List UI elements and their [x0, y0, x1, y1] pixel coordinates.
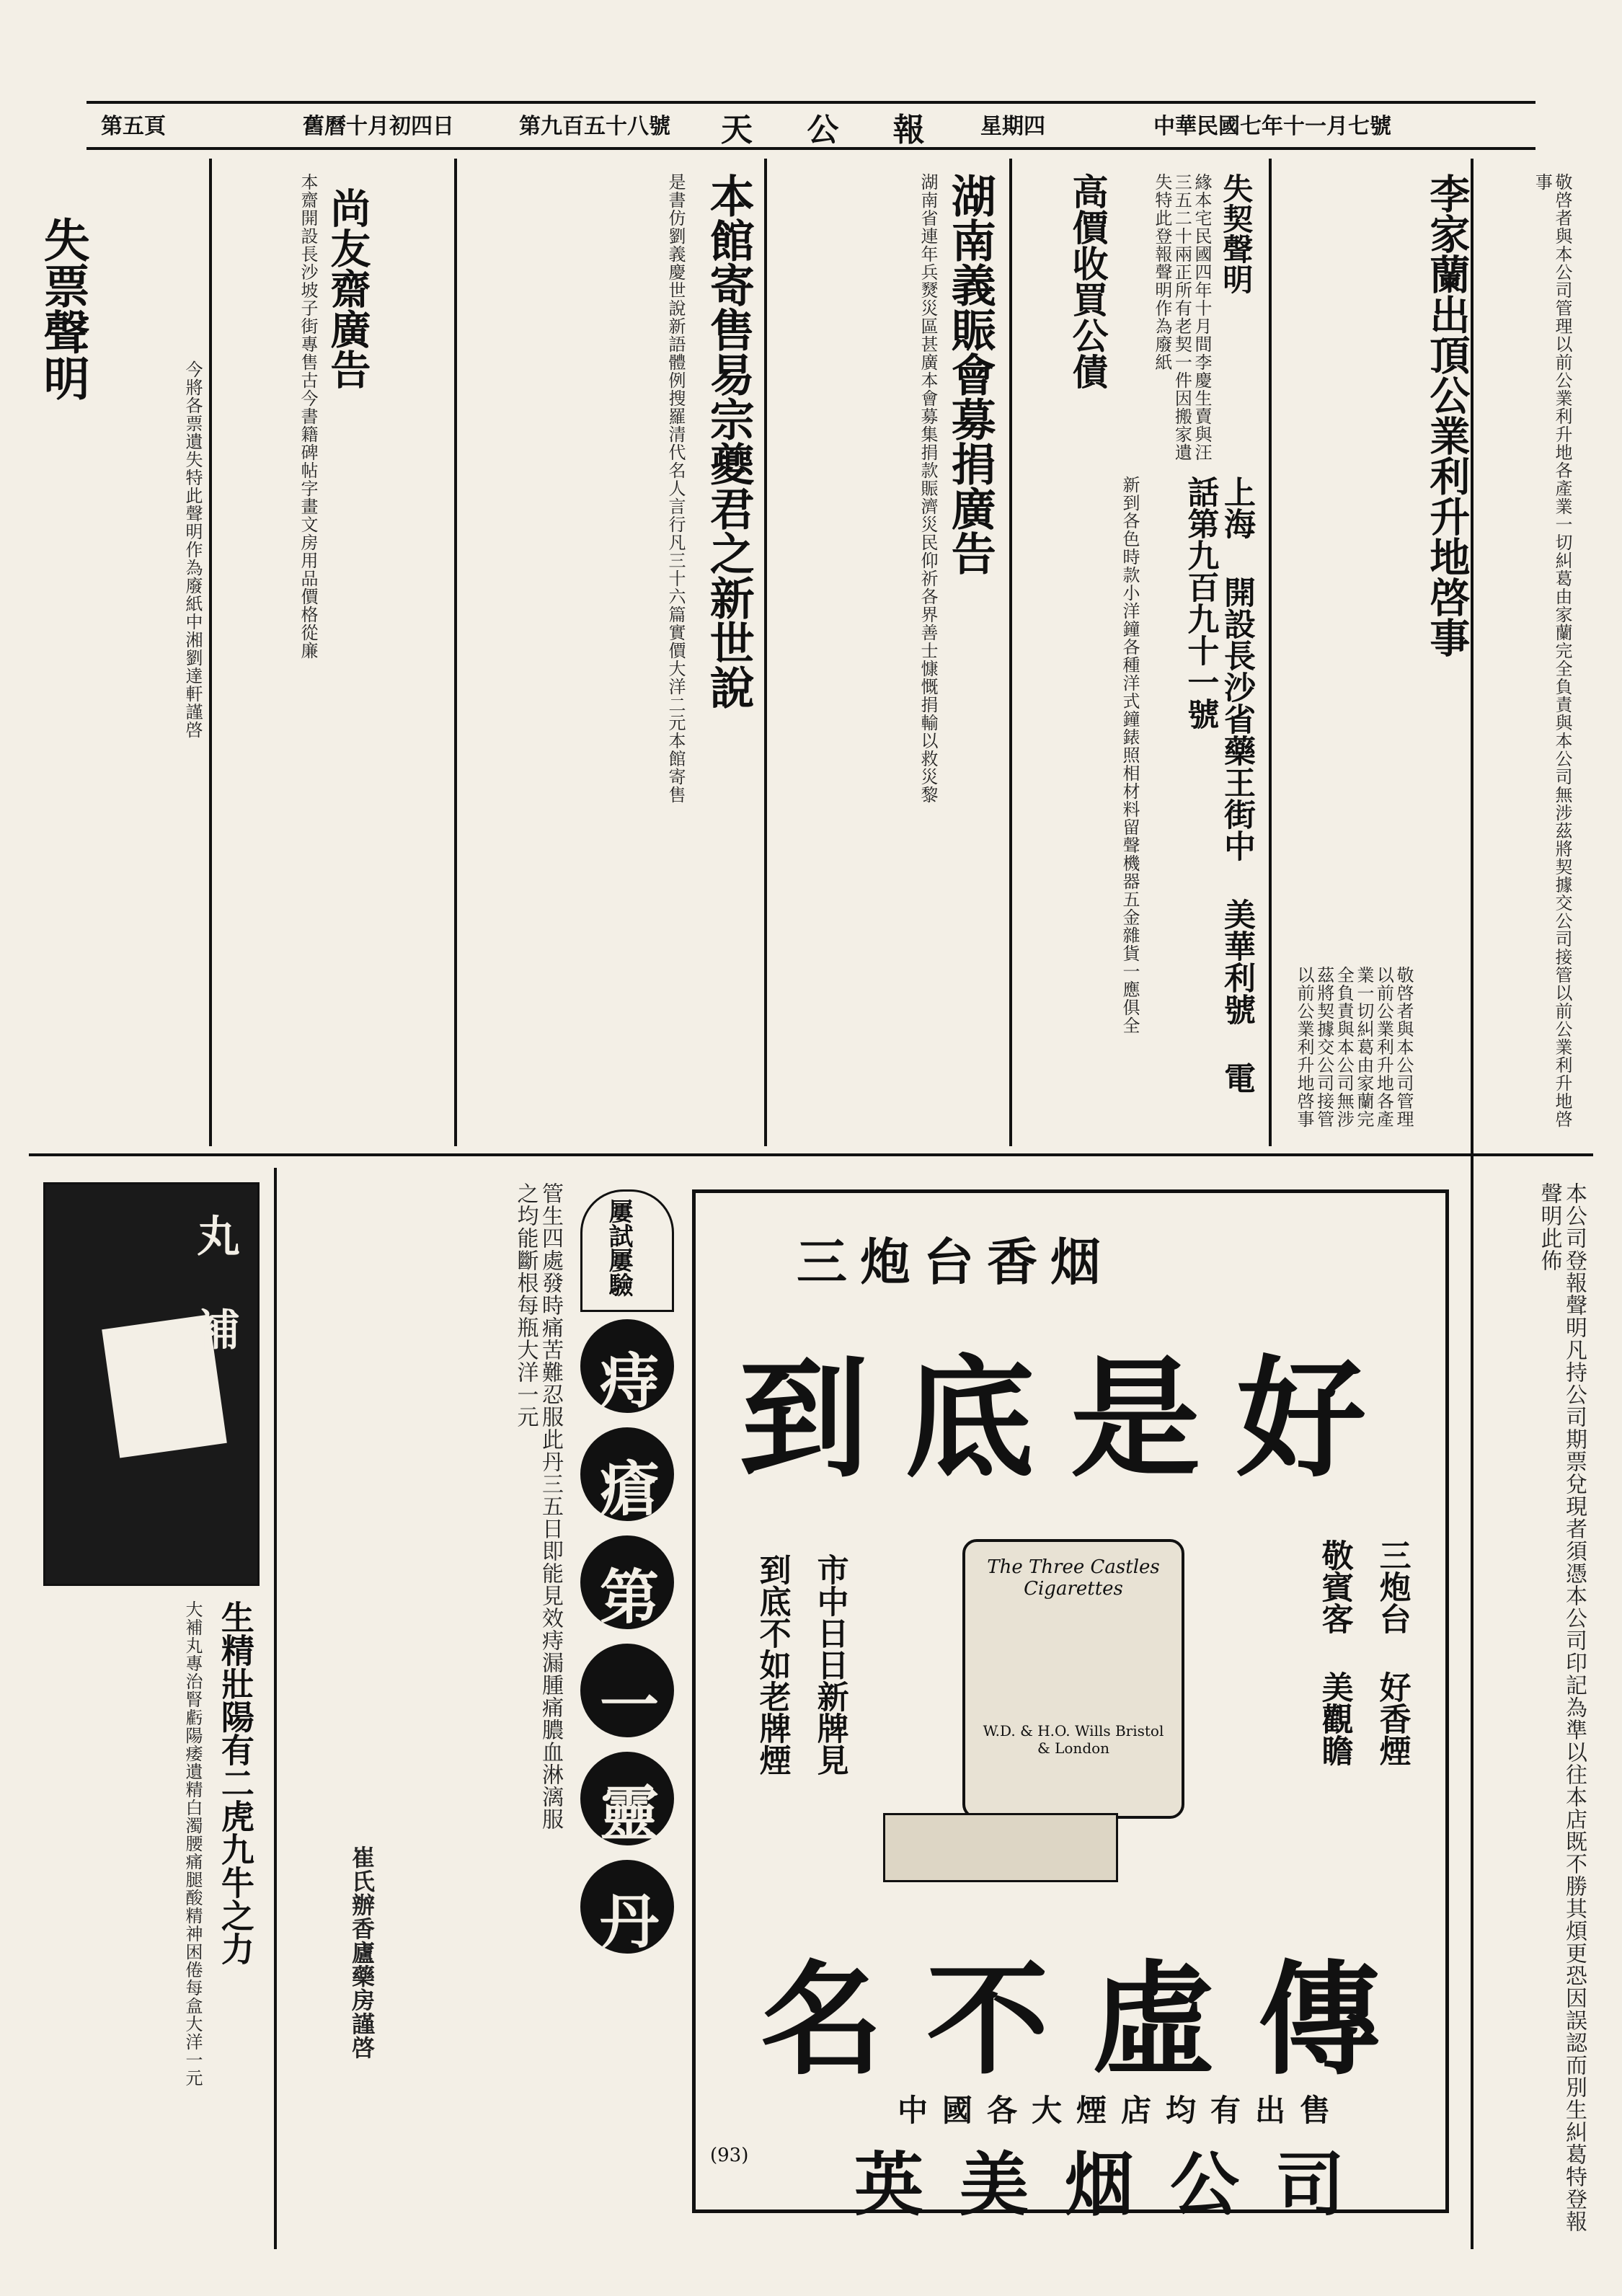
divider — [1009, 159, 1012, 1146]
divider — [764, 159, 767, 1146]
article-title: 失票聲明 — [35, 216, 90, 401]
article-body: 湖南省連年兵燹災區甚廣本會募集捐款賑濟災民仰祈各界善士慷慨捐輸以救災黎 — [918, 173, 938, 804]
article-body: 今將各票遺失特此聲明作為廢紙中湘劉達軒謹啓 — [182, 360, 203, 739]
masthead-page: 第五頁 — [101, 114, 166, 139]
cigarette-side-right: 三炮台 好香煙 — [1373, 1539, 1411, 1766]
masthead-date: 中華民國七年十一月七號 — [1153, 114, 1391, 139]
divider — [454, 159, 457, 1146]
article-body: 敬啓者與本公司管理以前公業利升地各產業一切糾葛由家蘭完全負責與本公司無涉茲將契據交公司接管以前公業利升地啓事 — [1532, 173, 1572, 1128]
article-body: 本齋開設長沙坡子街專售古今書籍碑帖字畫文房用品價格從廉 — [298, 173, 318, 660]
pill-char-badge — [580, 1427, 674, 1524]
divider — [209, 159, 212, 1146]
article-title: 高價收買公債 — [1066, 173, 1109, 389]
tin-title: The Three Castles Cigarettes — [987, 1556, 1160, 1600]
tonic-body: 大補丸專治腎虧陽痿遺精白濁腰痛腿酸精神困倦每盒大洋一元 — [182, 1600, 203, 2087]
divider — [29, 1153, 1593, 1156]
ad-label: 丸 補 — [190, 1213, 240, 1350]
cigarette-pack — [883, 1813, 1118, 1882]
article-body: 是書仿劉義慶世說新語體例搜羅清代名人言行凡三十六篇實價大洋二元本館寄售 — [665, 173, 686, 804]
article-body: 緣本宅民國四年十月間李慶生賣與汪三五二十兩正所有老契一件因搬家遺失特此登報聲明作為廢紙 — [1151, 173, 1212, 461]
divider — [1471, 159, 1473, 2249]
article-title: 本館寄售易宗夔君之新世說 — [702, 173, 755, 709]
pill-char: 一 — [600, 1671, 660, 1740]
pill-char-badge — [580, 1535, 674, 1632]
cigarette-side-left: 市中日日新牌見 — [811, 1553, 848, 1776]
cigarette-side-right: 敬賓客 美觀瞻 — [1316, 1539, 1353, 1766]
masthead-issue: 第九百五十八號 — [519, 114, 670, 139]
divider — [1269, 159, 1272, 1146]
masthead-paper-name: 天 公 報 — [721, 112, 947, 149]
article-title: 上海 開設長沙省藥王街中 美華利號 電話第九百九十一號 — [1182, 476, 1255, 1094]
pills-shop: 崔氏辦香廬藥房謹啓 — [348, 1845, 376, 2060]
cigarette-big: 到底是好 — [739, 1343, 1403, 1495]
masthead-lunar: 舊曆十月初四日 — [303, 114, 454, 139]
pill-char: 靈 — [600, 1779, 660, 1848]
pill-char-badge — [580, 1319, 674, 1416]
article-title: 尚友齋廣告 — [324, 187, 372, 389]
cigarette-tin — [962, 1539, 1184, 1819]
cigarette-ad-number: (93) — [710, 2145, 749, 2166]
divider — [274, 1168, 277, 2249]
pill-char-badge — [580, 1752, 674, 1848]
tonic-title: 生精壯陽有二虎九牛之力 — [216, 1600, 255, 1965]
cigarette-company: 英美烟公司 — [854, 2144, 1381, 2225]
masthead — [87, 101, 1535, 150]
pill-char: 瘡 — [600, 1455, 660, 1524]
cigarette-top: 三炮台香烟 — [797, 1232, 1114, 1292]
cigarette-sub: 中國各大煙店均有出售 — [898, 2093, 1345, 2128]
article-title: 失契聲明 — [1218, 173, 1254, 294]
pill-char: 丹 — [600, 1887, 660, 1956]
masthead-weekday: 星期四 — [980, 114, 1045, 139]
tin-maker: W.D. & H.O. Wills Bristol & London — [983, 1722, 1164, 1757]
image-ad — [43, 1182, 260, 1586]
pill-char-badge — [580, 1644, 674, 1740]
article-title: 湖南義賑會募捐廣告 — [944, 173, 997, 575]
pills-banner-text: 屢試屢驗 — [604, 1199, 634, 1297]
pills-banner — [580, 1189, 674, 1312]
article-body: 敬啓者與本公司管理以前公業利升地各產業一切糾葛由家蘭完全負責與本公司無涉茲將契據交公司接管以前公業利升地啓事 — [1294, 966, 1414, 1128]
article-title: 李家蘭出頂公業利升地啓事 — [1423, 173, 1471, 657]
article-body: 新到各色時款小洋鐘各種洋式鐘錶照相材料留聲機器五金雜貨一應俱全 — [1120, 476, 1140, 1034]
pill-char: 痔 — [600, 1347, 660, 1416]
cigarette-side-left: 到底不如老牌煙 — [753, 1553, 791, 1776]
right-notice: 本公司登報聲明凡持公司期票兌現者須憑本公司印記為準以往本店既不勝其煩更恐因誤認而別生糾葛特登報聲明此佈 — [1536, 1182, 1587, 2233]
cigarette-slogan: 名不虛傳 — [761, 1948, 1424, 2092]
cigarette-ad — [692, 1189, 1449, 2225]
pill-char-badge — [580, 1860, 674, 1954]
pills-body: 管生四處發時痛苦難忍服此丹三五日即能見效痔漏腫痛膿血淋漓服之均能斷根每瓶大洋一元 — [513, 1182, 563, 1830]
pill-char: 第 — [600, 1563, 660, 1632]
